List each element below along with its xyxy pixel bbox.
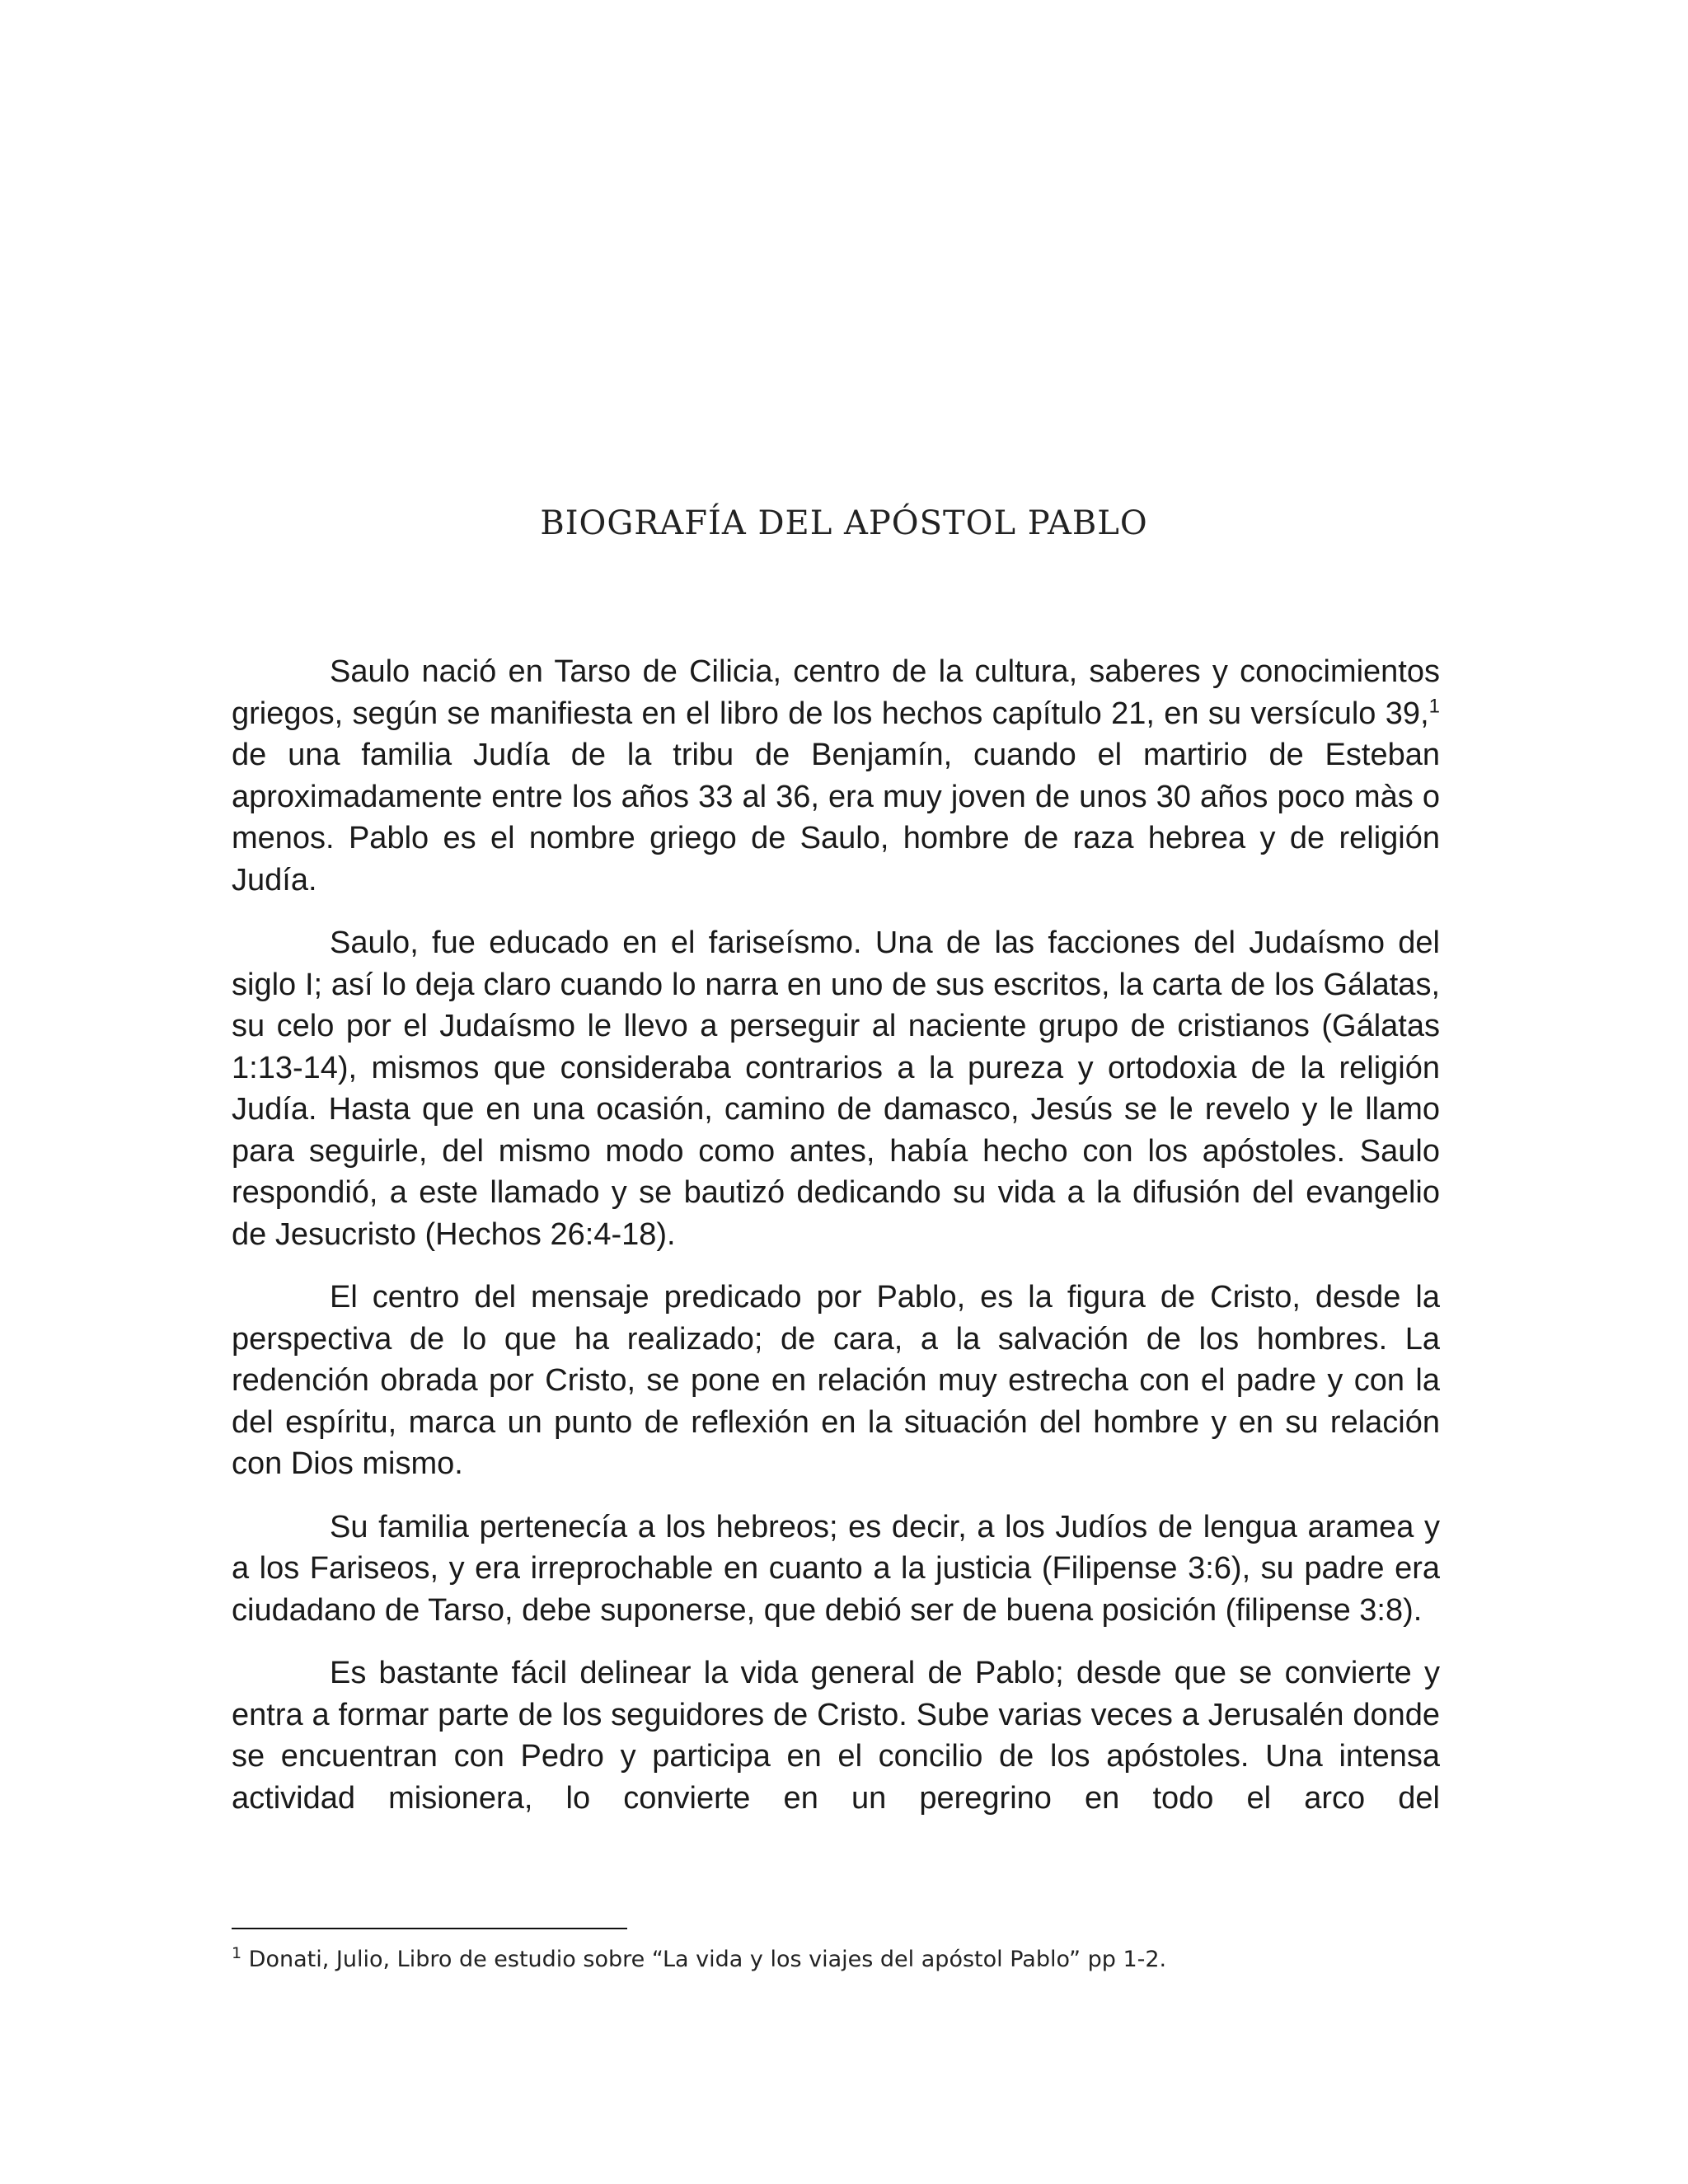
footnote-separator bbox=[232, 1928, 627, 1929]
paragraph-2: Saulo, fue educado en el fariseísmo. Una de las facciones del Judaísmo del siglo I; así lo deja claro cuando lo narra en uno de sus escritos, la carta de los Gálatas, su celo por el Judaísmo le llevo a perseguir al naciente grupo de cristianos (Gálatas 1:13-14), mismos que consideraba contrarios a la pureza y ortodoxia de la religión Judía. Hasta que en una ocasión, camino de damasco, Jesús se le revelo y le llamo para seguirle, del mismo modo como antes, había hecho con los apóstoles. Saulo respondió, a este llamado y se bautizó dedicando su vida a la difusión del evangelio de Jesucristo (Hechos 26:4-18). bbox=[232, 926, 1440, 1252]
paragraph-1-text-a: Saulo nació en Tarso de Cilicia, centro de la cultura, saberes y conocimientos griegos, según se manifiesta en el libro de los hechos capítulo 21, en su versículo 39, bbox=[232, 654, 1440, 731]
footnote-reference: 1 bbox=[1428, 694, 1440, 717]
paragraph-3: El centro del mensaje predicado por Pablo, es la figura de Cristo, desde la perspectiva de lo que ha realizado; de cara, a la salvación de los hombres. La redención obrada por Cristo, se pone en relación muy estrecha con el padre y con la del espíritu, marca un punto de reflexión en la situación del hombre y en su relación con Dios mismo. bbox=[232, 1280, 1440, 1481]
footnote-text: Donati, Julio, Libro de estudio sobre “La vida y los viajes del apóstol Pablo” pp 1-2. bbox=[241, 1947, 1167, 1972]
paragraph-5: Es bastante fácil delinear la vida general de Pablo; desde que se convierte y entra a formar parte de los seguidores de Cristo. Sube varias veces a Jerusalén donde se encuentran con Pedro y participa en el concilio de los apóstoles. Una intensa actividad misionera, lo convierte en un peregrino en todo el arco del bbox=[232, 1656, 1440, 1816]
paragraph-1-text-b: de una familia Judía de la tribu de Benjamín, cuando el martirio de Esteban aproximadamente entre los años 33 al 36, era muy joven de unos 30 años poco màs o menos. Pablo es el nombre griego de Saulo, hombre de raza hebrea y de religión Judía. bbox=[232, 738, 1440, 898]
document-body bbox=[232, 651, 1440, 1840]
paragraph-1 bbox=[232, 651, 1440, 901]
footnote-number: 1 bbox=[232, 1944, 242, 1962]
paragraph-4: Su familia pertenecía a los hebreos; es decir, a los Judíos de lengua aramea y a los Fariseos, y era irreprochable en cuanto a la justicia (Filipense 3:6), su padre era ciudadano de Tarso, debe suponerse, que debió ser de buena posición (filipense 3:8). bbox=[232, 1509, 1440, 1628]
footnote bbox=[232, 1945, 1440, 1975]
page-title: BIOGRAFÍA DEL APÓSTOL PABLO bbox=[540, 504, 1148, 542]
